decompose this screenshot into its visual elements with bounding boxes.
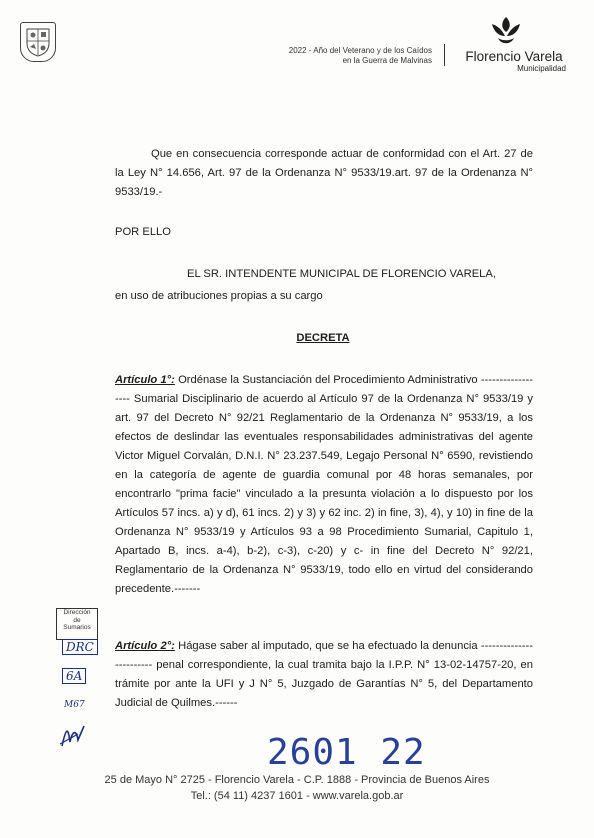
article-1-text: Ordénase la Sustanciación del Procedimiento Administrativo ------------------ Sumarial Disciplinario de acuerdo al Artículo 97 de la Ordenanza N° 9533/19 y art. 97 del Decreto N° 92/21 Reglamentario de la Ordenanza N° 9533/19, a los efectos de deslindar las eventuales responsabilidades administrativas del agente Victor Miguel Corvalán, D.N.I. N° 23.237.549, Legajo Personal N° 6590, revistiendo en la categoría de agente de guardia comunal por 48 horas semanales, por encontrarlo "prima facie" vinculado a la presunta violación a lo dispuesto por los Artículos 57 incs. a) y d), 61 incs. 2) y 3) y 62 inc. 2) in fine, 3), 4), y 10) in fine de la Ordenanza N° 9533/19 y Artículos 93 a 98 Procedimiento Sumarial, Capitulo 1, Apartado B, incs. a-4), b-2), c-3), c-20) y c- in fine del Decreto N° 92/21, Reglamentario de la Ordenanza N° 9533/19, todo ello en virtud del considerando precedente.------- — [115, 374, 533, 595]
initials-signature-icon — [58, 722, 88, 750]
decree-number-stamp: 2601 22 — [267, 732, 426, 773]
stamp-line-3: Sumarios — [63, 624, 91, 631]
header-divider — [444, 44, 445, 66]
brand-block — [452, 50, 576, 74]
por-ello: POR ELLO — [115, 226, 171, 238]
article-2-text: Hágase saber al imputado, que se ha efectuado la denuncia ------------------------ penal correspondiente, la cual tramita bajo la I.P.P. N° 13-02-14757-20, en trámite por ante la UFI y J N° 5, Juzgado de Garantías N° 5, del Departamento Judicial de Quilmes.------ — [115, 640, 533, 709]
handwritten-note-3: M67 — [64, 700, 85, 710]
motto-line-2: en la Guerra de Malvinas — [342, 56, 432, 65]
motto-line-1: 2022 - Año del Veterano y de los Caídos — [288, 46, 432, 55]
intendente-heading: EL SR. INTENDENTE MUNICIPAL DE FLORENCIO VARELA, — [187, 268, 496, 280]
handwritten-note-1 — [62, 640, 98, 654]
atribuciones-text: en uso de atribuciones propias a su cargo — [115, 290, 323, 302]
article-2-label: Artículo 2°: — [115, 640, 175, 652]
florencio-varela-logo-icon — [488, 14, 524, 50]
considerando-paragraph — [115, 145, 533, 202]
stamp-line-1: Dirección — [63, 609, 91, 616]
sumarios-stamp — [56, 608, 98, 640]
articulo-1 — [115, 371, 533, 599]
stamp-line-2: de — [73, 616, 81, 624]
commemorative-motto — [222, 46, 432, 66]
handwritten-note-2 — [62, 669, 86, 683]
footer-contact: Tel.: (54 11) 4237 1601 - www.varela.gob.ar — [190, 790, 404, 802]
handwritten-note-2-text: 6A — [62, 668, 86, 684]
handwritten-note-1-text: DRC — [62, 639, 98, 655]
articulo-2 — [115, 637, 533, 713]
article-1-label: Artículo 1°: — [115, 374, 175, 386]
brand-subtitle: Municipalidad — [517, 64, 566, 73]
consideration-text: Que en consecuencia corresponde actuar de conformidad con el Art. 27 de la Ley N° 14.656, Art. 97 de la Ordenanza N° 9533/19.art. 97 de la Ordenanza N° 9533/19.- — [115, 148, 533, 198]
decreta-heading: DECRETA — [296, 332, 350, 344]
footer-address: 25 de Mayo N° 2725 - Florencio Varela - C.P. 1888 - Provincia de Buenos Aires — [104, 774, 490, 786]
brand-name: Florencio Varela — [465, 49, 563, 64]
municipal-coat-of-arms-icon — [20, 22, 56, 62]
